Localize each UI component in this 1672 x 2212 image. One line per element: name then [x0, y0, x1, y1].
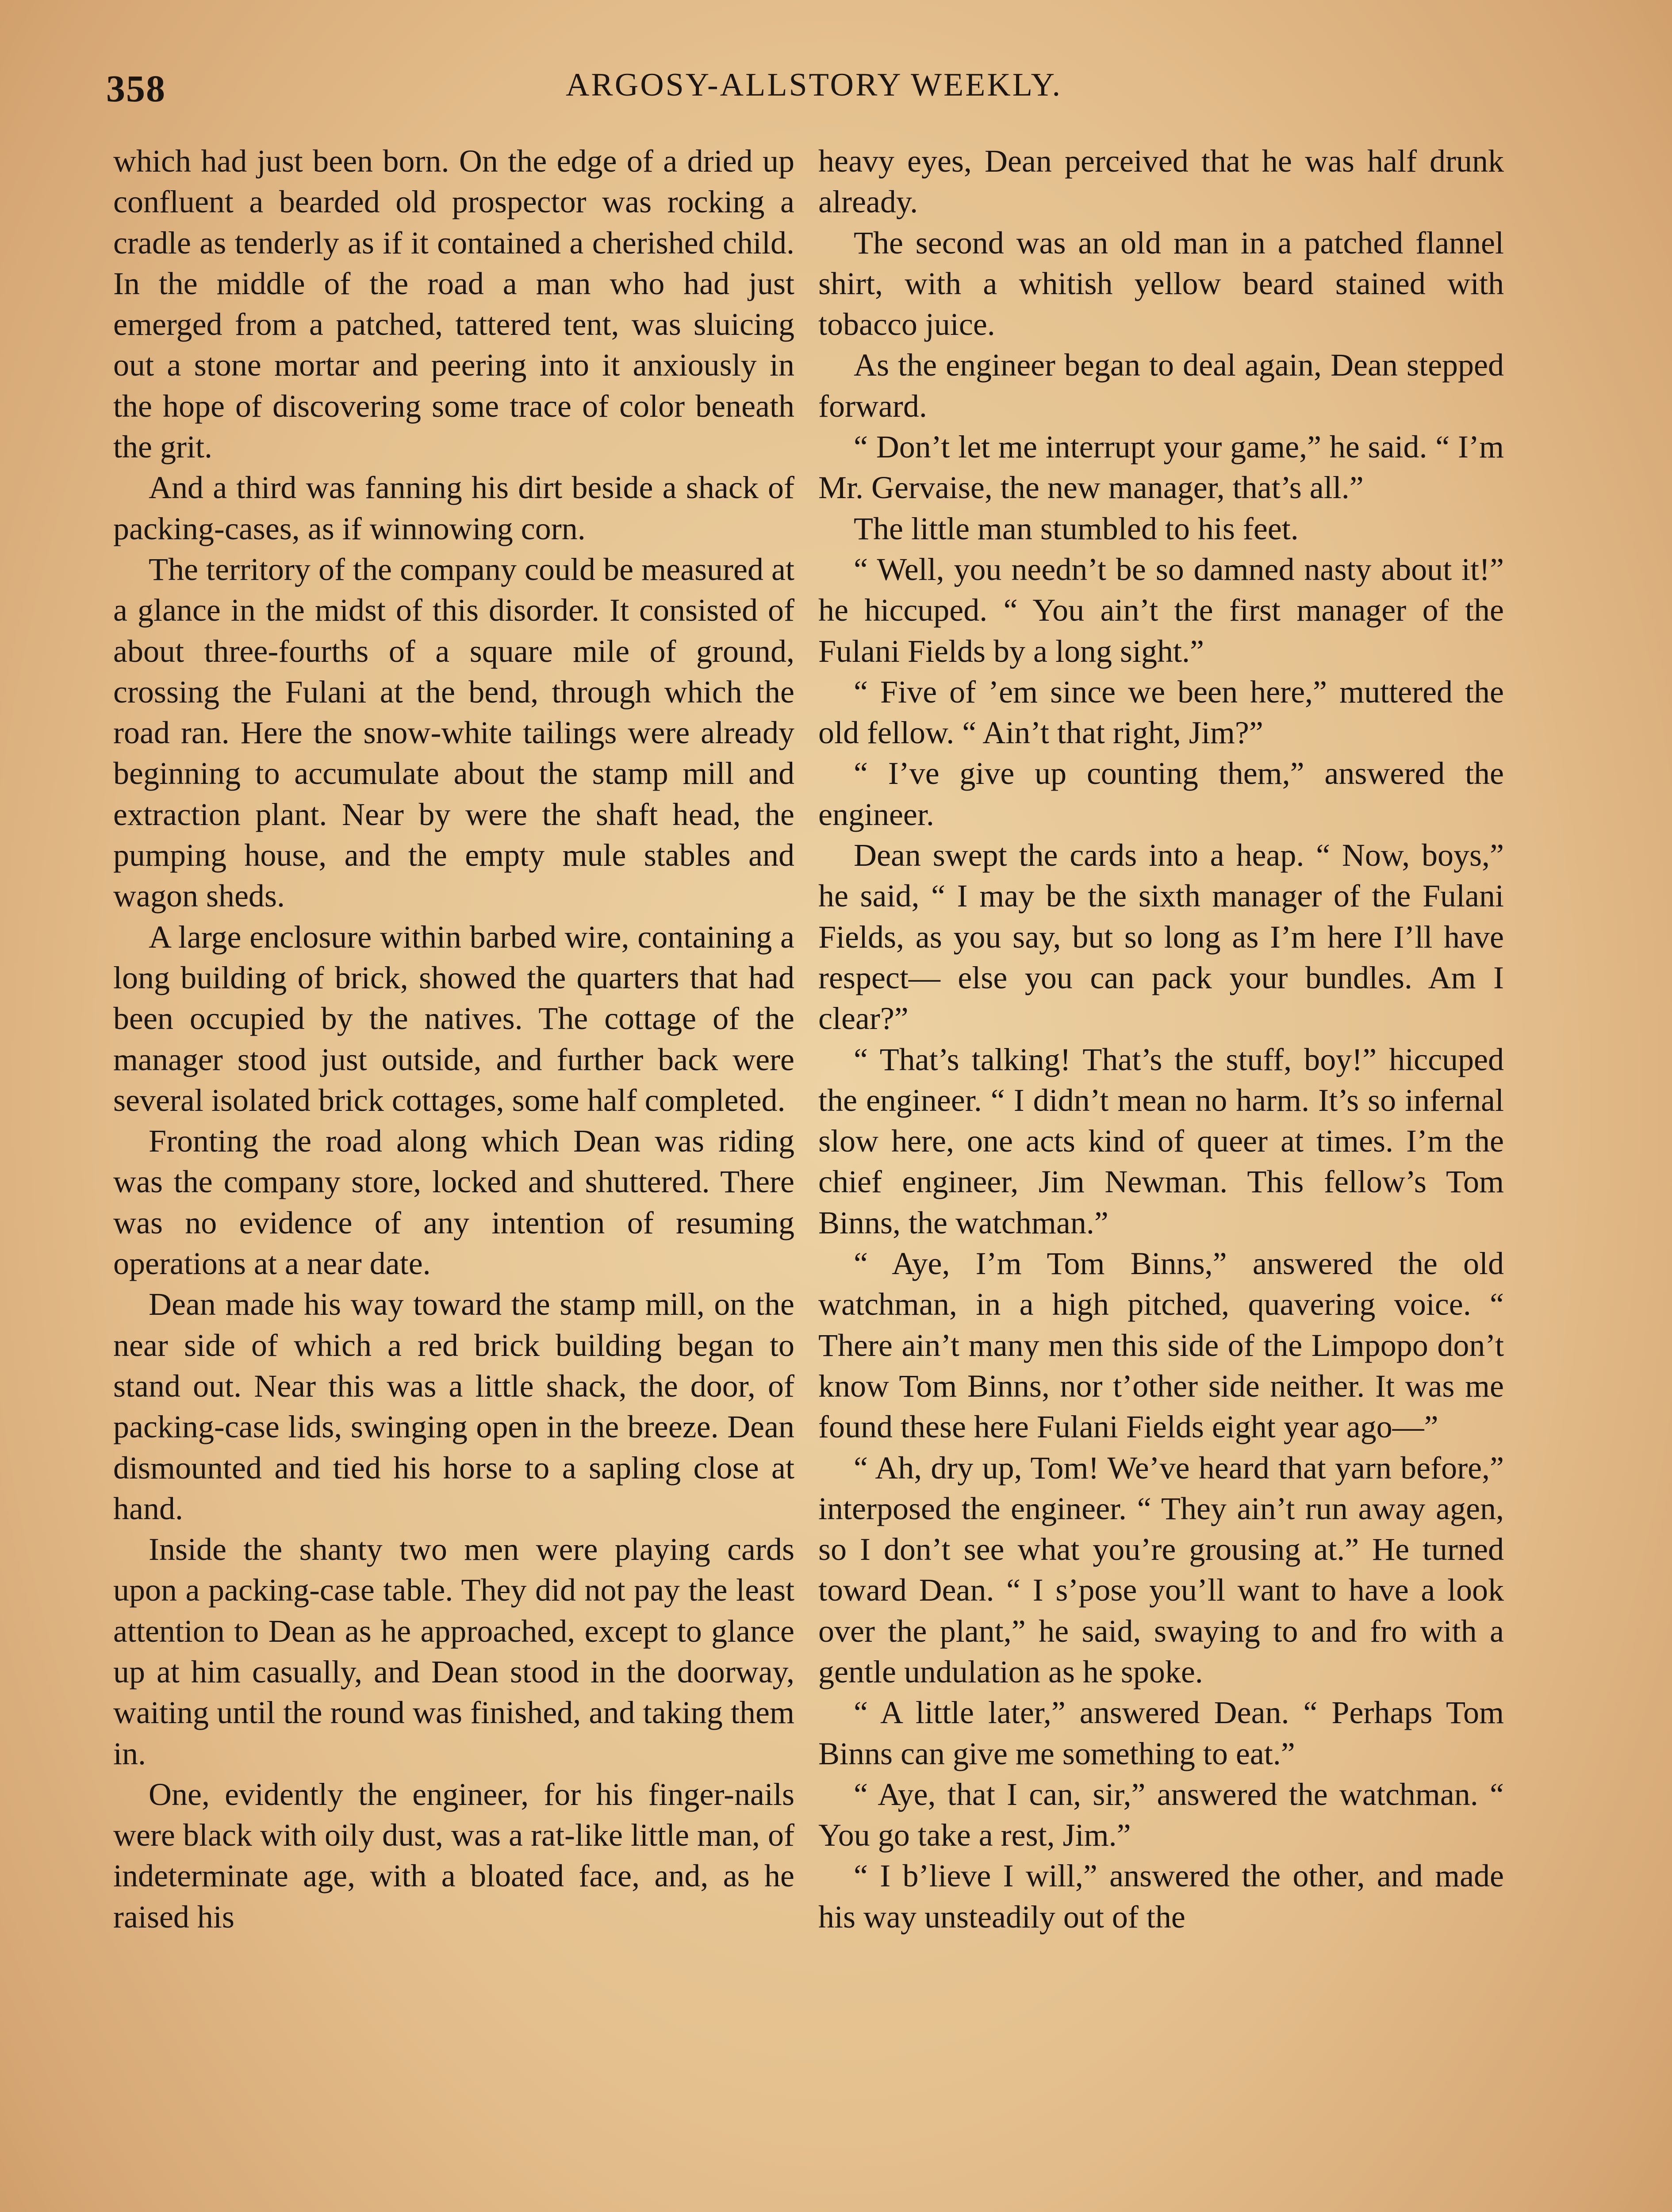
paragraph: “ Five of ’em since we been here,” muttered the old fellow. “ Ain’t that right, Jim?”: [818, 674, 1504, 751]
paragraph: A large enclosure within barbed wire, containing a long building of brick, showed the quarters that had been occupied by the natives. The cottage of the manager stood just outside, and further back were several isolated brick cottages, some half completed.: [113, 919, 794, 1118]
paragraph: One, evidently the engineer, for his finger-nails were black with oily dust, was a rat-like little man, of indeterminate age, with a bloated face, and, as he raised his: [113, 1776, 794, 1935]
page-number: 358: [106, 67, 166, 110]
right-column: [818, 141, 1504, 1937]
paragraph: “ Aye, that I can, sir,” answered the watchman. “ You go take a rest, Jim.”: [818, 1776, 1504, 1853]
left-column: [113, 141, 794, 1937]
paragraph: As the engineer began to deal again, Dean stepped forward.: [818, 347, 1504, 424]
paragraph: “ A little later,” answered Dean. “ Perhaps Tom Binns can give me something to eat.”: [818, 1695, 1504, 1771]
paragraph: “ Well, you needn’t be so damned nasty about it!” he hiccuped. “ You ain’t the first manager of the Fulani Fields by a long sight.”: [818, 551, 1504, 669]
paragraph: “ That’s talking! That’s the stuff, boy!” hiccuped the engineer. “ I didn’t mean no harm. It’s so infernal slow here, one acts kind of queer at times. I’m the chief engineer, Jim Newman. This fellow’s Tom Binns, the watchman.”: [818, 1041, 1504, 1240]
paragraph: “ I b’lieve I will,” answered the other, and made his way unsteadily out of the: [818, 1858, 1504, 1935]
page-header: [106, 66, 1522, 124]
paragraph: Dean swept the cards into a heap. “ Now, boys,” he said, “ I may be the sixth manager of the Fulani Fields, as you say, but so long as I’m here I’ll have respect— else you can pack your bundles. Am I clear?”: [818, 837, 1504, 1037]
paragraph: Inside the shanty two men were playing cards upon a packing-case table. They did not pay the least attention to Dean as he approached, except to glance up at him casually, and Dean stood in the doorway, waiting until the round was finished, and taking them in.: [113, 1532, 794, 1771]
paragraph: The second was an old man in a patched flannel shirt, with a whitish yellow beard stained with tobacco juice.: [818, 225, 1504, 342]
paragraph: Fronting the road along which Dean was riding was the company store, locked and shuttered. There was no evidence of any intention of resuming operations at a near date.: [113, 1123, 794, 1282]
paragraph: which had just been born. On the edge of a dried up confluent a bearded old prospector was rocking a cradle as tenderly as if it contained a cherished child. In the middle of the road a man who had just emerged from a patched, tattered tent, was sluicing out a stone mortar and peering into it anxiously in the hope of discovering some trace of color beneath the grit.: [113, 143, 794, 465]
paragraph: “ Don’t let me interrupt your game,” he said. “ I’m Mr. Gervaise, the new manager, that’s all.”: [818, 429, 1504, 506]
paragraph: “ Aye, I’m Tom Binns,” answered the old watchman, in a high pitched, quavering voice. “ There ain’t many men this side of the Limpopo don’t know Tom Binns, nor t’other side neither. It was me found these here Fulani Fields eight year ago—”: [818, 1246, 1504, 1445]
paragraph: “ I’ve give up counting them,” answered the engineer.: [818, 756, 1504, 832]
paragraph: The little man stumbled to his feet.: [854, 511, 1299, 546]
paragraph: “ Ah, dry up, Tom! We’ve heard that yarn before,” interposed the engineer. “ They ain’t run away agen, so I don’t see what you’re grousing at.” He turned toward Dean. “ I s’pose you’ll want to have a look over the plant,” he said, swaying to and fro with a gentle undulation as he spoke.: [818, 1450, 1504, 1690]
paragraph: The territory of the company could be measured at a glance in the midst of this disorder. It consisted of about three-fourths of a square mile of ground, crossing the Fulani at the bend, through which the road ran. Here the snow-white tailings were already beginning to accumulate about the stamp mill and extraction plant. Near by were the shaft head, the pumping house, and the empty mule stables and wagon sheds.: [113, 551, 794, 914]
paragraph: And a third was fanning his dirt beside a shack of packing-cases, as if winnowing corn.: [113, 470, 794, 546]
running-head: ARGOSY-ALLSTORY WEEKLY.: [565, 67, 1062, 103]
paragraph: heavy eyes, Dean perceived that he was half drunk already.: [818, 143, 1504, 220]
paragraph: Dean made his way toward the stamp mill, on the near side of which a red brick building began to stand out. Near this was a little shack, the door, of packing-case lids, swinging open in the breeze. Dean dismounted and tied his horse to a sapling close at hand.: [113, 1286, 794, 1526]
